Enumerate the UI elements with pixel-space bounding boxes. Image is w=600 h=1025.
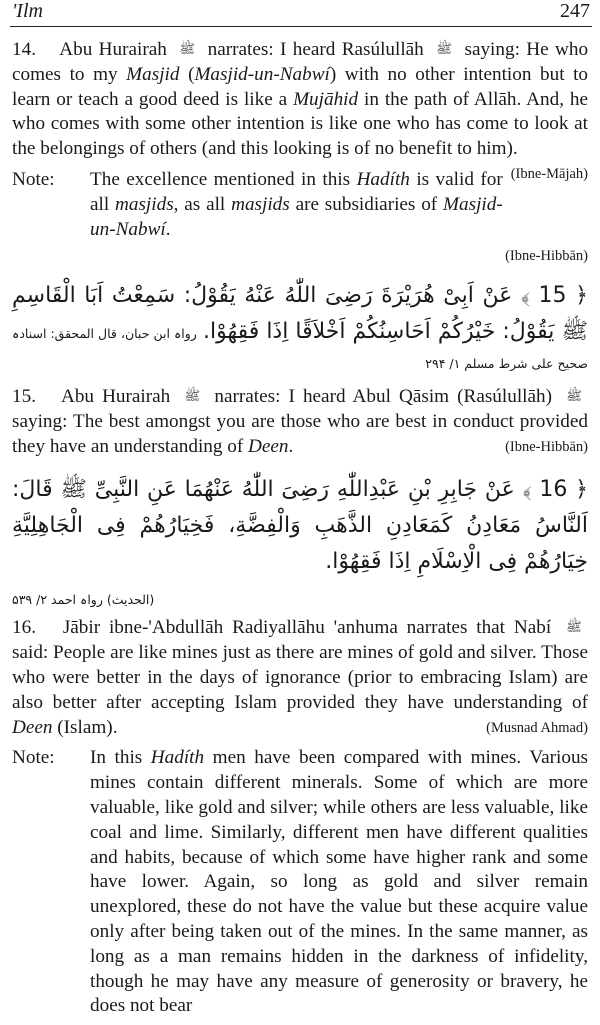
salallahu-alaihi-wasallam-honorific-icon: ﷺ <box>436 42 452 57</box>
header-rule <box>10 26 592 27</box>
term-masjid-nabwi: Masjid-un-Nabwí <box>90 193 503 240</box>
page-body <box>12 38 588 1025</box>
note-label: Note: <box>12 168 55 190</box>
note-block <box>12 168 503 242</box>
hadith-text: narrates: I heard Rasúlullāh <box>207 39 424 60</box>
page-number: 247 <box>560 0 590 22</box>
hadith-text: in the path of Allāh. And, he who comes with some other intention is like one who has come to look at the belongings of others (and this looking is of no benefit to him). <box>12 88 589 160</box>
punctuation: ( <box>188 63 195 85</box>
hadith-15 <box>12 385 588 459</box>
arabic-text: ﴿ 15 ﴾ عَنْ اَبِىْ هُرَيْرَةَ رَضِىَ اللّٰهُ عَنْهُ يَقُوْلُ: سَمِعْتُ اَبَا الْقَاسِمِ ﷺ يَقُوْلُ: خَيْرُكُمْ اَحَاسِنُكُمْ اَخْلاَقًا اِذَا فَقِهُوْا. <box>12 283 589 345</box>
hadith-source: (Ibne-Mājah) <box>510 165 588 182</box>
arabic-text: ﴿ 16 ﴾ عَنْ جَابِرِ بْنِ عَبْدِاللّٰهِ رَضِىَ اللّٰهُ عَنْهُمَا عَنِ النَّبِىِّ ﷺ قَالَ: اَلنَّاسُ مَعَادِنُ كَمَعَادِنِ الذَّهَبِ وَالْفِضَّةِ، فَخِيَارُهُمْ فِى الْجَاهِلِيَّةِ خِيَارُهُمْ فِى الْاِسْلَامِ اِذَا فَقِهُوْا. <box>12 476 589 574</box>
arabic-hadith-16 <box>12 472 588 580</box>
hadith-text: said: People are like mines just as there are mines of gold and silver. Those who were better in the days of ignorance (prior to embracing Islam) are also better after accepting Islam provided they have understanding of <box>12 642 588 713</box>
hadith-number: 16. <box>12 617 36 639</box>
note-text-part: is valid for all <box>90 168 503 215</box>
hadith-number: 15. <box>12 386 36 408</box>
arabic-reference: (الحدیث) رواہ احمد ۲/ ۵۳۹ <box>12 591 155 607</box>
hadith-text: Jābir ibne-'Abdullāh Radiyallāhu 'anhuma narrates that Nabí <box>62 617 552 639</box>
arabic-hadith-15 <box>12 278 588 377</box>
arabic-reference: رواہ ابن حبان، قال المحقق: اسنادہ صحیح علی شرط مسلم ۱/ ۲۹۴ <box>12 326 588 372</box>
note-text <box>90 746 588 1019</box>
punctuation: . <box>288 435 294 457</box>
hadith-source: (Ibne-Hibbān) <box>505 438 588 455</box>
term-masjid-nabwi: Masjid-un-Nabwí <box>194 63 330 85</box>
hadith-text: (Islam). <box>57 716 118 738</box>
salallahu-alaihi-wasallam-honorific-icon: ﷺ <box>566 389 582 405</box>
term-masjids: masjids <box>231 193 290 215</box>
note-source: (Ibne-Hibbān) <box>505 248 588 265</box>
hadith-16 <box>12 616 588 740</box>
radiyallahu-anhu-honorific-icon: ﷺ <box>179 42 196 57</box>
hadith-text: He who comes to my <box>12 39 589 85</box>
term-hadith: Hadíth <box>356 168 410 190</box>
narrator-text: Abu Hurairah <box>60 386 171 408</box>
note-text <box>90 168 503 242</box>
term-masjids: masjids <box>115 193 174 215</box>
radiyallahu-anhu-honorific-icon: ﷺ <box>184 389 201 405</box>
term-deen: Deen <box>12 716 53 738</box>
note-block <box>12 746 588 1019</box>
hadith-text: ) with no other intention but to learn or teach a good deed is like a <box>12 63 589 110</box>
term-hadith: Hadíth <box>150 747 205 769</box>
note-text-part: The excellence mentioned in this <box>90 168 351 190</box>
hadith-source: (Musnad Ahmad) <box>486 719 588 736</box>
hadith-number: 14. <box>12 39 36 60</box>
punctuation: . <box>165 218 171 240</box>
term-mujahid: Mujāhid <box>293 88 359 110</box>
note-text-part: men have been compared with mines. Various mines contain different minerals. Some of which are more valuable, like gold and silver; while others are less valuable, like coal and lime. Similarly, different men have different qualities and habits, because of which some have higher rank and some have lower. Again, so long as gold and silver remain unexplored, these do not have the value but these acquire value only after being taken out of the mines. In the same manner, as long as a man remains hidden in the darkness of infidelity, though he may have any measure of generosity or bravery, he does not bear <box>90 747 589 1017</box>
hadith-text: saying: <box>464 39 520 60</box>
section-title: 'Ilm <box>12 0 43 22</box>
salallahu-alaihi-wasallam-honorific-icon: ﷺ <box>566 620 582 636</box>
term-masjid: Masjid <box>126 63 180 85</box>
note-text-part: In this <box>90 747 143 769</box>
note-label: Note: <box>12 747 55 769</box>
page-header <box>12 0 590 26</box>
hadith-text: narrates: I heard Abul Qāsim (Rasúlullāh) <box>214 386 552 408</box>
narrator-text: Abu Hurairah <box>59 39 167 60</box>
hadith-text: saying: The best amongst you are those who are best in conduct provided they have an understanding of <box>12 410 588 457</box>
note-text-part: , as all <box>173 193 226 215</box>
note-text-part: are subsidiaries of <box>295 193 438 215</box>
term-deen: Deen <box>248 435 289 457</box>
